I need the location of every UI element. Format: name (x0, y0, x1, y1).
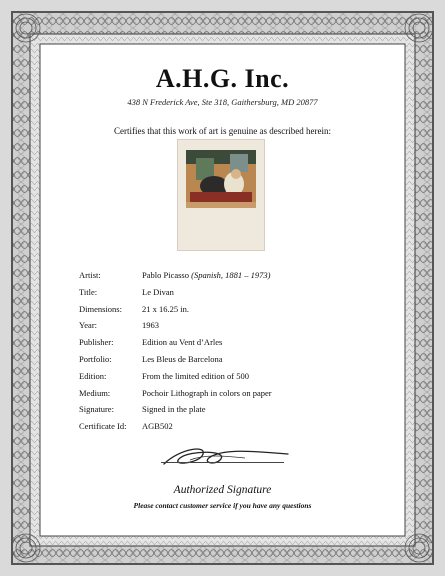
detail-label: Artist: (79, 270, 101, 280)
signature-line (161, 462, 284, 463)
artwork-thumbnail (177, 139, 265, 251)
detail-value: Pablo Picasso (Spanish, 1881 – 1973) (142, 270, 271, 280)
detail-label: Medium: (79, 387, 111, 398)
detail-label: Dimensions: (79, 303, 122, 314)
detail-value: Signed in the plate (142, 404, 206, 415)
detail-value: Le Divan (142, 286, 174, 297)
detail-value: Les Bleus de Barcelona (142, 353, 223, 364)
detail-label: Title: (79, 286, 98, 297)
signature-caption: Authorized Signature (173, 484, 272, 496)
detail-value: AGB502 (142, 421, 173, 432)
handwritten-signature (150, 438, 300, 472)
detail-label: Certificate Id: (79, 421, 127, 432)
detail-label: Edition: (79, 370, 107, 381)
detail-value: From the limited edition of 500 (142, 370, 249, 381)
detail-label: Publisher: (79, 337, 114, 348)
detail-value: 1963 (142, 320, 159, 331)
contact-note: Please contact customer service if you have any questions (133, 501, 312, 510)
detail-value: Edition au Vent d’Arles (142, 337, 223, 348)
detail-label: Signature: (79, 404, 114, 415)
certification-statement: Certifies that this work of art is genuine as described herein: (114, 126, 331, 136)
detail-label: Year: (79, 320, 98, 331)
detail-value: Pochoir Lithograph in colors on paper (142, 387, 272, 398)
company-address: 438 N Frederick Ave, Ste 318, Gaithersburg, MD 20877 (127, 97, 318, 107)
detail-value: 21 x 16.25 in. (142, 303, 189, 314)
company-title: A.H.G. Inc. (155, 64, 290, 93)
detail-label: Portfolio: (79, 353, 112, 364)
